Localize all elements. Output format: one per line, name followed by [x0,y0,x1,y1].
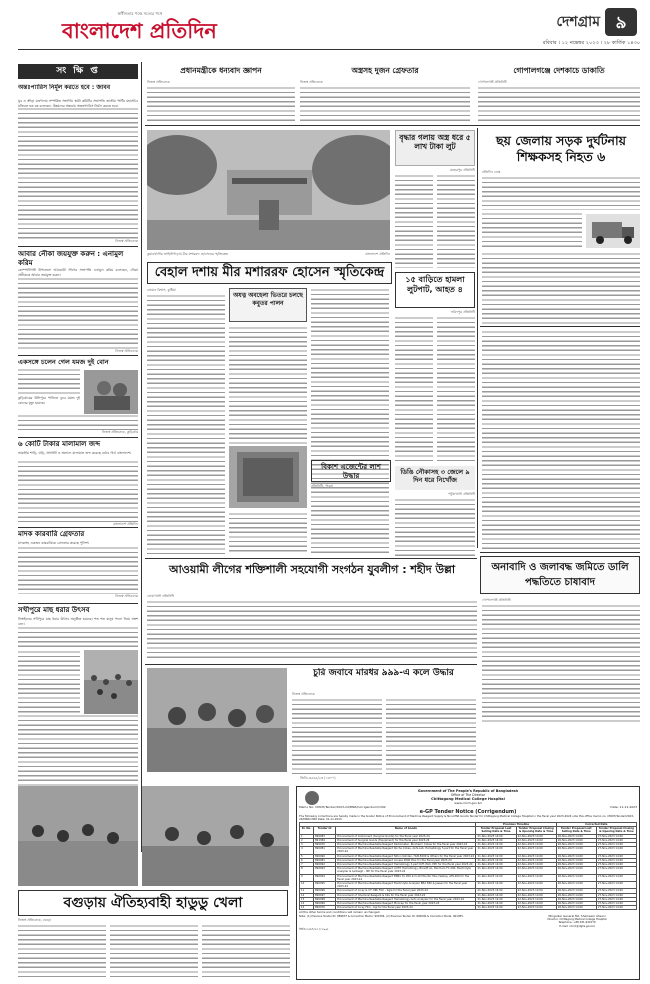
hadudu-photo [18,786,138,886]
table-cell: 890092 [314,863,336,867]
byline-accidents: প্রতিদিন ডেস্ক [482,170,501,174]
table-cell: Procurement of Machine Readable Reagent AUTO Hematology, Biosoft AL, Biochem FC 200, Electrolyte Analyzer & Leitnegh - ISE for the fiscal year 2023-24 [336,867,476,874]
table-cell: Procurement of Machine Readable Reagent Access 2000 Plus for the fiscal year 2023-24 [336,858,476,862]
headline-farming[interactable]: অনাবাদি ও জলাবদ্ধ জমিতে ডালি পদ্ধতিতে চাষাবাদ [491,562,629,588]
brief-1 [18,84,138,243]
table-cell: Procurement of Machine Readable Reagent Radiometer, Biochemr Cobas for the fiscal year 2023-24 [336,843,476,847]
tender-title: e-GP Tender Notice (Corrigendum) [419,809,517,815]
table-row [300,867,637,874]
table-cell: Procurement of Machine Readable Reagent Electrolyte Analyzer EBA 580 & Jessen for the fiscal year 2023-24 [336,882,476,889]
table-cell: Procurement of Machine Readable Reagent Hematology Auto Analyzer for the fiscal year 2023-24 [336,897,476,901]
table-cell: 27-Nov-2023 14:00 [596,867,636,874]
table-cell: 26-Nov-2023 14:00 [556,897,596,901]
table-cell: 21-Nov-2023 14:00 [476,889,516,893]
brief-title[interactable]: অন্তঃপ্যারিস নির্মূল করতে হবে : জাবব [18,84,111,91]
tender-memo: Memo No: CMCH/Tender/2023-24/MSR/Corrigendum/1392 [299,805,386,809]
headline-gopalganj[interactable]: গোপালগঞ্জে দেশকাচে ডাকাতি [513,66,605,75]
brief-title[interactable]: আবার নৌকা জয়যুক্ত করুন : এনামুল করিম [18,250,124,267]
brief-body: যুব ও ক্রীড়া মন্ত্রণালয় সম্পর্কিত সংসদীয় স্থায়ী কমিটির সভাপতি জাতীয় পার্টির মহাসচিব মুজিবুল হক চুন্নু বলেছেন, উন্নয়নের অন্তরায় অন্তঃপ্যারিস নির্মূল করতে হবে। [18,99,138,107]
row-divider [145,558,477,559]
brief-text-lines [18,460,138,522]
tender-notice [296,786,640,980]
byline-arrest: নিজস্ব প্রতিবেদক [300,80,323,84]
table-cell: 890081 [314,858,336,862]
photo-placeholder-icon [142,786,289,886]
memorial-quote: অযত্ন অবহেলা ভিতরে চলছে কবুতর পালন [233,292,303,307]
table-cell: 21-Nov-2023 14:00 [476,854,516,858]
table-cell: 21-Nov-2023 14:00 [476,906,516,910]
table-cell: 15 [300,906,314,910]
text-lines [292,698,382,774]
table-cell: 26-Nov-2023 14:00 [556,889,596,893]
photo-placeholder-icon [229,446,307,508]
table-cell: 890081 [314,847,336,854]
tender-sign-title: Director, Chittagong Medical College Hospital [547,918,607,922]
byline-farming: গোপালগঞ্জ প্রতিনিধি [482,598,511,602]
tender-header-row [300,827,637,834]
table-cell: 22-Nov-2023 14:00 [516,893,556,897]
drowning-photo [84,370,138,414]
text-lines [202,924,290,978]
brief-2 [18,250,138,353]
byline-robbery: নিজস্ব প্রতিবেদক [292,692,315,696]
table-cell: 890070 [314,843,336,847]
headline-arrest[interactable]: অস্ত্রসহ দুজন গ্রেফতার [351,66,419,75]
table-cell: 22-Nov-2023 14:00 [516,889,556,893]
brief-body: কোম্পানীগঞ্জ উপজেলা আওয়ামী লীগের সভাপতি এনামুল করিম বলেছেন, নৌকা প্রতীককে আবার জয়যুক্ত করুন। [18,268,138,277]
table-cell: 21-Nov-2023 14:00 [476,874,516,881]
tender-column-header: Tender Proposal Last Selling Date & Time [556,827,596,834]
table-cell: 26-Nov-2023 14:00 [556,863,596,867]
tender-table-body [300,834,637,910]
headline-pm-thanks[interactable]: প্রধানমন্ত্রীকে ধন্যবাদ জ্ঞাপন [180,66,262,75]
tender-group-previous: Previous Timeline [476,823,556,827]
brief-title[interactable]: মাদক কারবারি গ্রেফতার [18,530,85,538]
column-divider [141,62,142,852]
sidebar-divider [18,355,138,356]
table-cell: 26-Nov-2023 14:00 [556,834,596,838]
brief-text-lines [18,277,138,349]
table-cell: 27-Nov-2023 14:00 [596,834,636,838]
brief-text-lines [18,546,138,594]
byline-dinghy: পটুয়াখালী প্রতিনিধি [448,492,475,496]
text-lines [147,294,225,554]
farming-headline-box [480,556,640,594]
photo-placeholder-icon [18,786,138,886]
hadudu-photo-2 [142,786,289,886]
memorial-photo-credit: বাংলাদেশ প্রতিদিন [365,252,390,256]
table-cell: 9 [300,874,314,881]
brief-source: নিজস্ব প্রতিবেদক [115,239,138,243]
sidebar-divider [18,527,138,528]
headline-loot[interactable]: ১৫ বাড়িতে হামলা লুটপাট, আহত ৪ [405,275,465,294]
headline-bkash[interactable]: বিকাশ এজেন্টের লাশ উদ্ধার [321,463,381,480]
table-cell: 890099 [314,902,336,906]
tender-column-header: Tender Proposal Closing & Opening Date & Time [516,827,556,834]
table-cell: 22-Nov-2023 14:00 [516,838,556,842]
table-cell: 22-Nov-2023 14:00 [516,854,556,858]
brief-text-lines [18,107,138,239]
byline-loot: ফরিদপুর প্রতিনিধি [450,310,475,314]
table-cell: 4 [300,847,314,854]
text-lines [147,86,295,122]
text-lines [395,316,433,462]
headline-grandma[interactable]: বৃদ্ধার গলায় অস্ত্র ধরে ৫ লাখ টাকা লুট [399,133,471,151]
brief-body: টাঙ্গাইলের সখীপুরে মাছ ধরার উৎসব অনুষ্ঠিত হয়েছে। শত শত মানুষ পলো নিয়ে অংশ নেন। [18,617,138,626]
table-cell: 21-Nov-2023 14:00 [476,882,516,889]
table-cell: Procurement of Machine Readable Reagent Nihon Kohden, HLB-5000 & Others for the fiscal year 2023-24 [337,854,475,858]
page-number: ৯ [615,13,627,33]
govt-seal [305,791,319,805]
tender-column-header: Sl. No. [300,827,314,834]
table-cell: 22-Nov-2023 14:00 [516,863,556,867]
table-cell: 890098 [314,897,336,901]
brief-source: নিজস্ব প্রতিবেদক, কুড়িগ্রাম [102,430,138,434]
table-cell: 22-Nov-2023 14:00 [516,902,556,906]
newspaper-logo[interactable]: বাংলাদেশ প্রতিদিন [62,18,217,43]
table-cell: 27-Nov-2023 14:00 [596,897,636,901]
brief-text-lines [18,368,80,396]
table-row [300,906,637,910]
byline-grandma: মেহেরপুর প্রতিনিধি [449,168,475,172]
table-cell: 27-Nov-2023 14:00 [596,843,636,847]
table-cell: 2 [300,838,314,842]
sidebar-label-bar [18,64,138,79]
table-cell: 26-Nov-2023 14:00 [556,874,596,881]
tender-footer [299,915,637,928]
table-cell: 22-Nov-2023 14:00 [516,847,556,854]
table-cell: 890090 [314,854,336,858]
table-cell: 26-Nov-2023 14:00 [556,838,596,842]
table-cell: 26-Nov-2023 14:00 [556,858,596,862]
table-cell: Procurement of X-ray & CT, MRI Film - Kgle for the fiscal year 2023-24 [336,889,476,893]
brief-source: বাংলাদেশ প্রতিদিন [113,522,138,526]
byline-bkash: প্রতিনিধি, পাবনা [311,484,334,488]
text-lines [18,924,106,978]
pigeon-photo [229,446,307,508]
headline-memorial[interactable]: বেহাল দশায় মীর মশাররফ হোসেন স্মৃতিকেন্দ্র [147,262,392,284]
brief-text-lines [18,650,80,714]
table-cell: 27-Nov-2023 14:00 [596,906,636,910]
text-lines [147,600,477,660]
text-lines [311,288,389,554]
table-cell: 27-Nov-2023 14:00 [596,858,636,862]
table-cell: 5 [300,854,314,858]
text-lines [437,174,475,268]
table-cell: 22-Nov-2023 14:00 [516,867,556,874]
table-cell: 21-Nov-2023 14:00 [476,847,516,854]
tender-sign-phone: Telephone: +88-031-630179 [558,921,596,925]
photo-placeholder-icon [84,650,138,714]
accident-truck-photo [586,214,640,248]
logo-tagline: স্বাধীনতার পক্ষে সত্যের পথে [117,11,163,16]
text-lines [229,326,307,444]
table-cell: 27-Nov-2023 14:00 [596,854,636,858]
text-lines [386,698,476,774]
brief-text-lines [18,714,138,792]
table-cell: 26-Nov-2023 14:00 [556,882,596,889]
table-row [300,882,637,889]
table-cell: 21-Nov-2023 14:00 [476,863,516,867]
table-cell: 22-Nov-2023 14:00 [516,897,556,901]
headline-jubo[interactable]: আওয়ামী লীগের শক্তিশালী সহযোগী সংগঠন যুবলীগ : শহীদ উল্লা [168,563,456,576]
table-cell: 6 [300,858,314,862]
text-lines [478,86,640,122]
table-cell: 26-Nov-2023 14:00 [556,854,596,858]
bkash-headline-box [311,460,391,482]
brief-5 [18,530,138,598]
loot-headline-box [395,272,475,308]
table-cell: 21-Nov-2023 14:00 [476,867,516,874]
table-cell: 27-Nov-2023 14:00 [596,847,636,854]
masthead [0,0,650,58]
table-cell: 11 [300,889,314,893]
section-name: দেশগ্রাম [556,14,600,30]
truck-icon [586,214,640,248]
text-lines [482,212,582,250]
tender-column-header: Tender Id [314,827,336,834]
table-cell: 7 [300,863,314,867]
table-cell: 890095 [314,882,336,889]
text-lines [437,316,475,462]
table-cell: 21-Nov-2023 14:00 [476,897,516,901]
row-divider [480,326,640,327]
byline-pm-thanks: নিজস্ব প্রতিবেদক [147,80,170,84]
tender-gd-ref: জিডি-৩৫৬৭/২৩ (১৩০০) [299,926,329,931]
sidebar-label: সং ক্ষি প্ত [56,66,100,76]
tender-group-corrected: Corrected Date [556,823,636,827]
brief-body: কুড়িগ্রামের উলিপুরে পানিতে ডুবে যমজ দুই বোনের মৃত্যু হয়েছে। [18,396,80,405]
table-cell: 26-Nov-2023 14:00 [556,906,596,910]
headline-accidents[interactable]: ছয় জেলায় সড়ক দুর্ঘটনায় শিক্ষকসহ নিহত ৬ [495,133,627,164]
tender-signatory: (Brigadier General Md. Shameem Ahsan) [548,914,606,919]
text-lines [482,330,640,550]
memorial-quote-box [229,288,307,322]
table-cell: 26-Nov-2023 14:00 [556,902,596,906]
dateline: রবিবার । ১২ নভেম্বর ২০২৩ । ২৮ কার্তিক ১৪৩০ [542,40,640,46]
table-cell: 890097 [314,893,336,897]
brief-body: মাদকসহ একজন কারবারিকে গ্রেফতার করেছে পুলিশ। [18,541,89,545]
tender-footer-note: All the other terms and conditions will remain unchanged. [299,910,381,915]
table-cell: 21-Nov-2023 14:00 [476,893,516,897]
column-divider [477,128,478,548]
brief-text-lines [18,626,138,650]
memorial-photo [147,130,390,250]
brief-title[interactable]: সখীপুরে মাছ ধরার উৎসব [18,606,90,614]
table-cell: 27-Nov-2023 14:00 [596,889,636,893]
table-cell: 3 [300,843,314,847]
row-divider [145,125,640,126]
table-cell: 26-Nov-2023 14:00 [556,893,596,897]
table-cell: 891384 [314,838,336,842]
text-lines [229,512,307,554]
tender-govt: Government of The People's Republic of Bangladesh [417,789,519,793]
table-cell: 22-Nov-2023 14:00 [516,834,556,838]
text-lines [110,924,198,978]
table-cell: Procurement of Machine Readable Reagent Roche Cobas, ALIS-Lab, Hematology 5-part for the fiscal year 2023-24 [336,847,476,854]
table-cell: 22-Nov-2023 14:00 [516,874,556,881]
table-cell: 26-Nov-2023 14:00 [556,847,596,854]
table-cell: 27-Nov-2023 14:00 [596,902,636,906]
table-row [300,874,637,881]
memorial-photo-caption: কুমারখালীর লাহিনীপাড়ায় মীর মশাররফ হোসেনের স্মৃতিকেন্দ্র [147,252,228,256]
table-cell: Procurement of X-ray Film - Kgl for the fiscal year 2023-24 [336,906,476,910]
row-divider [145,664,477,665]
tender-signature-block [517,915,637,928]
fishing-festival-photo [84,650,138,714]
table-cell: Procurement of Machine Readable Reagent Minicap for the fiscal year 2023-24 [336,902,476,906]
table-cell: 12 [300,893,314,897]
tender-date: Date: 11-11-2023 [610,805,637,809]
text-lines [300,86,470,122]
sidebar-divider [18,246,138,247]
masthead-rule [18,49,640,50]
tender-table [299,822,637,910]
table-cell: 22-Nov-2023 14:00 [516,882,556,889]
dinghy-headline-box [395,466,475,490]
text-lines [482,604,640,724]
text-lines [482,176,640,210]
brief-source: নিজস্ব প্রতিবেদক [115,349,138,353]
table-cell: 21-Nov-2023 14:00 [476,858,516,862]
table-cell: 890094 [314,874,336,881]
table-cell: 890083 [314,834,336,838]
table-cell: 22-Nov-2023 14:00 [516,858,556,862]
table-cell: 26-Nov-2023 14:00 [556,843,596,847]
row-divider [480,552,640,553]
sidebar-divider [18,437,138,438]
brief-title[interactable]: ৬ কোটি টাকার মালামাল জব্দ [18,440,100,448]
text-lines [395,174,433,268]
tender-notes: Note: (1) Previous Tender ID: 889837 & Correction Memo: 901584. (2) Previous Tender ID: 890090 & Correction Mode: 901385. [299,915,464,919]
brief-source: নিজস্ব প্রতিবেদক [115,594,138,598]
byline-memorial: নোমান বিশ্বাস, কুষ্টিয়া [147,288,176,292]
table-cell: 27-Nov-2023 14:00 [596,874,636,881]
table-cell: 27-Nov-2023 14:00 [596,882,636,889]
table-cell: 27-Nov-2023 14:00 [596,838,636,842]
table-cell: 14 [300,902,314,906]
table-cell: 1 [300,834,314,838]
byline-jubo: নোয়াখালী প্রতিনিধি [147,594,175,598]
tender-column-header: Tender Proposal Closing & Opening Date & Time [596,827,636,834]
tender-org: Chittagong Medical College Hospital [431,797,505,801]
table-cell: 8 [300,867,314,874]
byline-gopalganj: গোপালগঞ্জ প্রতিনিধি [478,80,507,84]
table-cell: 21-Nov-2023 14:00 [476,834,516,838]
photo-placeholder-icon [84,370,138,414]
table-cell: 21-Nov-2023 14:00 [476,838,516,842]
grandma-headline-box [395,130,475,166]
table-cell: 27-Nov-2023 14:00 [596,893,636,897]
sidebar-divider [18,603,138,604]
text-lines [482,252,640,324]
table-cell: 22-Nov-2023 14:00 [516,843,556,847]
ad-reference: জিডি-৩৫৬৫/২৩ (১৩০০) [300,776,336,780]
robbery-photo [147,668,287,772]
tender-intro: The following corrections are hereby made in the tender Notice of Procurement of Machine Reagent Supply & Non-MSR Goods Tender for Chittagong Medical College Hospital in the fiscal year 2023-2024 vide this office memo no. CMCH/Tender/2023-24/MSR/1360 Date: 01-11-2023. [299,815,634,822]
table-cell: 10 [300,882,314,889]
headline-robbery[interactable]: চুরি জবাবে মারধর ৯৯৯-এ কলে উদ্ধার [313,668,454,678]
table-cell: 890096 [314,889,336,893]
table-cell: Procurement of Surgical Goods (Equipment) for the fiscal year 2023-24 [336,838,476,842]
photo-placeholder-icon [147,130,390,250]
tender-column-header: Name of Goods [336,827,476,834]
text-lines [395,498,475,558]
brief-4 [18,440,138,526]
byline-hadudu: নিজস্ব প্রতিবেদক, বগুড়া [18,918,52,922]
table-row [300,847,637,854]
tender-column-header: Tender Proposal Last Selling Date & Time [476,827,516,834]
brief-title[interactable]: একসঙ্গে চলেন গেল যমজ দুই বোন [18,358,109,366]
table-cell: 890076 [314,906,336,910]
headline-dinghy[interactable]: ডিঙি নৌকাসহ ৩ জেলে ৯ দিন ধরে নিখোঁজ [400,468,470,484]
table-cell: 21-Nov-2023 14:00 [476,843,516,847]
tender-office: Office of The Director [450,793,486,797]
table-cell: Procurement of Instrument (Surgical Goods) for the fiscal year 2023-24 [336,834,476,838]
table-cell: 890093 [314,867,336,874]
table-cell: 27-Nov-2023 14:00 [596,863,636,867]
table-cell: Procurement of Chemical Reagent & Kits for the fiscal year 2023-24 [336,893,476,897]
table-cell: 26-Nov-2023 14:00 [556,867,596,874]
table-cell: Procurement of Machine Readable Reagent Hematology 5-part Diff, PAO, PPC for the fiscal year 2023-24 [336,863,476,867]
table-cell: 13 [300,897,314,901]
brief-body: ভারতীয় শাড়ি, ঘড়ি, প্রসাধনী ও অন্যান্য মালামাল জব্দ করেছে বর্ডার গার্ড বাংলাদেশ। [18,451,132,455]
tender-sign-email[interactable]: E-mail: cmch@dghs.gov.bd [559,924,595,928]
table-cell: 22-Nov-2023 14:00 [516,906,556,910]
table-cell: Procurement of Machine Readable Reagent ERBA XL 200 & D-10 Monitor Plus (Sebia), ATK-200 for the fiscal year 2023-24 [336,874,476,881]
brief-text-lines [18,414,138,430]
tender-website[interactable]: www.cmch.gov.bd [454,801,482,805]
photo-placeholder-icon [147,668,287,772]
headline-hadudu[interactable]: বগুড়ায় ঐতিহ্যবাহী হাডুডু খেলা [18,890,288,916]
table-cell: 21-Nov-2023 14:00 [476,902,516,906]
